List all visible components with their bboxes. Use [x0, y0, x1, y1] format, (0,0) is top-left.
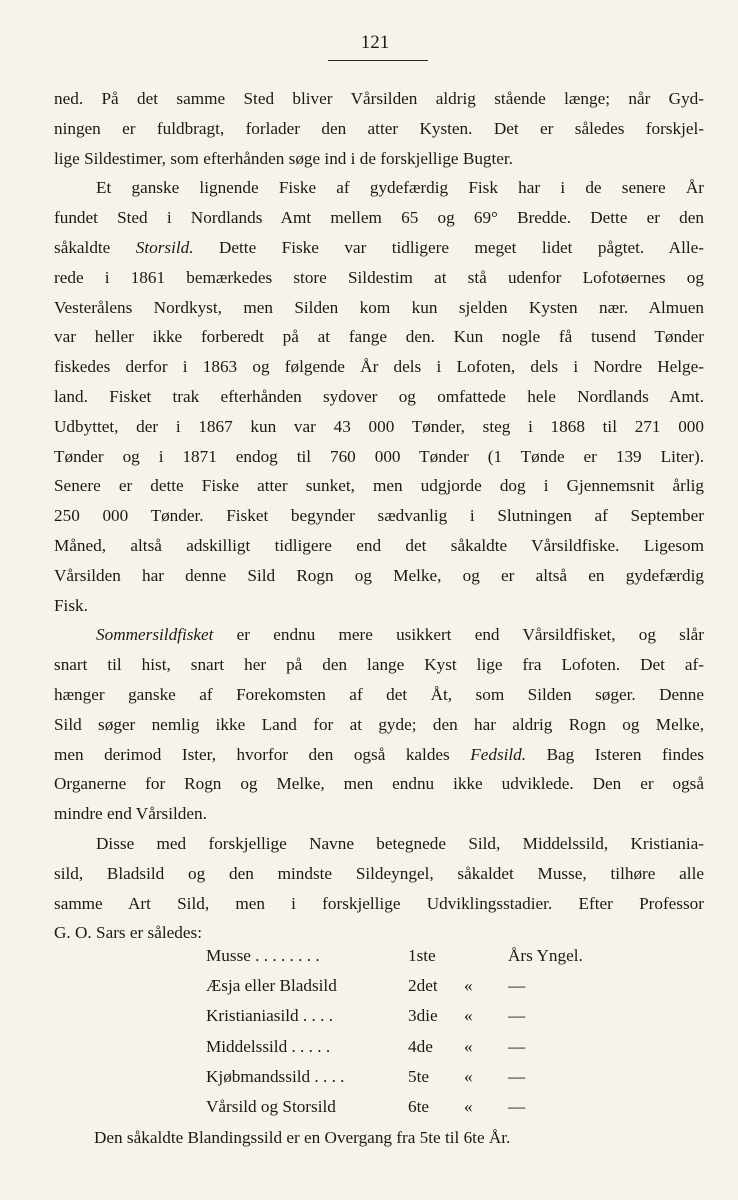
- stage-ordinal: 1ste: [408, 946, 436, 965]
- text-line: fiskedes derfor i 1863 og følgende År dels i Lofoten, dels i Nordre Helge-: [54, 357, 704, 377]
- text-line: lige Sildestimer, som efterhånden søge ind i de forskjellige Bugter.: [54, 148, 513, 168]
- text-line: Senere er dette Fiske atter sunket, men udgjorde dog i Gjennemsnit årlig: [54, 476, 704, 496]
- stage-name: Vårsild og Storsild: [206, 1096, 336, 1116]
- text-line: land. Fisket trak efterhånden sydover og omfattede hele Nordlands Amt.: [54, 386, 704, 406]
- italic-term: Storsild.: [135, 237, 194, 257]
- stage-ordinal: 3die: [408, 1006, 438, 1026]
- text-run: men derimod Ister, hvorfor den også kaldes: [54, 744, 471, 764]
- text-line: samme Art Sild, men i forskjellige Udviklingsstadier. Efter Professor: [54, 893, 704, 913]
- stage-ordinal: 5te: [408, 1066, 429, 1086]
- stage-name: Æsja eller Bladsild: [206, 976, 337, 996]
- text-run: Dette Fiske var tidligere meget lidet pågtet. Alle-: [193, 237, 704, 257]
- ditto-mark: «: [464, 976, 473, 996]
- ditto-mark: «: [464, 1006, 473, 1026]
- text-run: såkaldte: [54, 237, 136, 257]
- stage-name: Middelssild . . . . .: [206, 1036, 331, 1056]
- text-run: er endnu mere usikkert end Vårsildfisket, og slår: [213, 625, 704, 645]
- italic-term: Fedsild.: [470, 744, 527, 764]
- text-line: hænger ganske af Forekomsten af det Åt, som Silden søger. Denne: [54, 684, 704, 704]
- text-line: fundet Sted i Nordlands Amt mellem 65 og 69° Bredde. Dette er den: [54, 208, 704, 228]
- text-run: Bag Isteren findes: [526, 744, 704, 764]
- text-line: [54, 740, 704, 770]
- stage-name: Musse . . . . . . . .: [206, 946, 320, 965]
- text-line: [54, 620, 704, 650]
- text-line: Vesterålens Nordkyst, men Silden kom kun sjelden Kysten nær. Almuen: [54, 297, 704, 317]
- stage-name: Kristianiasild . . . .: [206, 1006, 333, 1026]
- page-number: 121: [360, 32, 390, 53]
- text-line: 250 000 Tønder. Fisket begynder sædvanlig i Slutningen af September: [54, 506, 704, 526]
- text-line: sild, Bladsild og den mindste Sildeyngel, såkaldet Musse, tilhøre alle: [54, 863, 704, 883]
- text-line: mindre end Vårsilden.: [54, 804, 207, 824]
- stage-row: [206, 1097, 566, 1127]
- closing-sentence: Den såkaldte Blandingssild er en Overgang fra 5te til 6te År.: [94, 1128, 511, 1147]
- text-line: ningen er fuldbragt, forlader den atter Kysten. Det er således forskjel-: [54, 118, 704, 138]
- text-line: [54, 233, 704, 263]
- stage-row: [206, 946, 583, 976]
- text-line: G. O. Sars er således:: [54, 923, 202, 943]
- text-line: var heller ikke forberedt på at fange den. Kun nogle få tusend Tønder: [54, 327, 704, 347]
- stage-description: —: [508, 976, 526, 996]
- development-stages-table: [206, 946, 583, 1127]
- text-line: Måned, altså adskilligt tidligere end det såkaldte Vårsildfiske. Ligesom: [54, 535, 704, 555]
- text-line: rede i 1861 bemærkedes store Sildestim at stå udenfor Lofotøernes og: [54, 267, 704, 287]
- italic-term: Sommersildfisket: [96, 625, 214, 645]
- text-line: Fisk.: [54, 595, 88, 615]
- stage-description: —: [508, 1006, 526, 1026]
- text-line: Tønder og i 1871 endog til 760 000 Tønder (1 Tønde er 139 Liter).: [54, 446, 704, 466]
- stage-ordinal: 2det: [408, 976, 438, 996]
- ditto-mark: «: [464, 1036, 473, 1056]
- stage-ordinal: 6te: [408, 1096, 429, 1116]
- stage-row: [206, 1037, 566, 1067]
- ditto-mark: «: [464, 1066, 473, 1086]
- stage-description: —: [508, 1066, 526, 1086]
- header-rule: [328, 60, 428, 61]
- stage-row: [206, 976, 566, 1006]
- text-line: Organerne for Rogn og Melke, men endnu ikke udviklede. Den er også: [54, 774, 704, 794]
- ditto-mark: «: [464, 1096, 473, 1116]
- text-line: Et ganske lignende Fiske af gydefærdig Fisk har i de senere År: [96, 178, 704, 198]
- stage-ordinal: 4de: [408, 1036, 433, 1056]
- stage-description: —: [508, 1036, 526, 1056]
- stage-description: —: [508, 1096, 526, 1116]
- text-line: Sild søger nemlig ikke Land for at gyde; den har aldrig Rogn og Melke,: [54, 714, 704, 734]
- text-line: snart til hist, snart her på den lange Kyst lige fra Lofoten. Det af-: [54, 655, 704, 675]
- text-line: Udbyttet, der i 1867 kun var 43 000 Tønder, steg i 1868 til 271 000: [54, 416, 704, 436]
- stage-row: [206, 1067, 566, 1097]
- stage-description: Års Yngel.: [508, 946, 583, 965]
- text-line: Vårsilden har denne Sild Rogn og Melke, og er altså en gydefærdig: [54, 565, 704, 585]
- body-text: [54, 84, 704, 948]
- stage-row: [206, 1006, 566, 1036]
- text-line: Disse med forskjellige Navne betegnede Sild, Middelssild, Kristiania-: [96, 833, 704, 853]
- text-line: ned. På det samme Sted bliver Vårsilden aldrig stående længe; når Gyd-: [54, 89, 704, 108]
- stage-name: Kjøbmandssild . . . .: [206, 1066, 345, 1086]
